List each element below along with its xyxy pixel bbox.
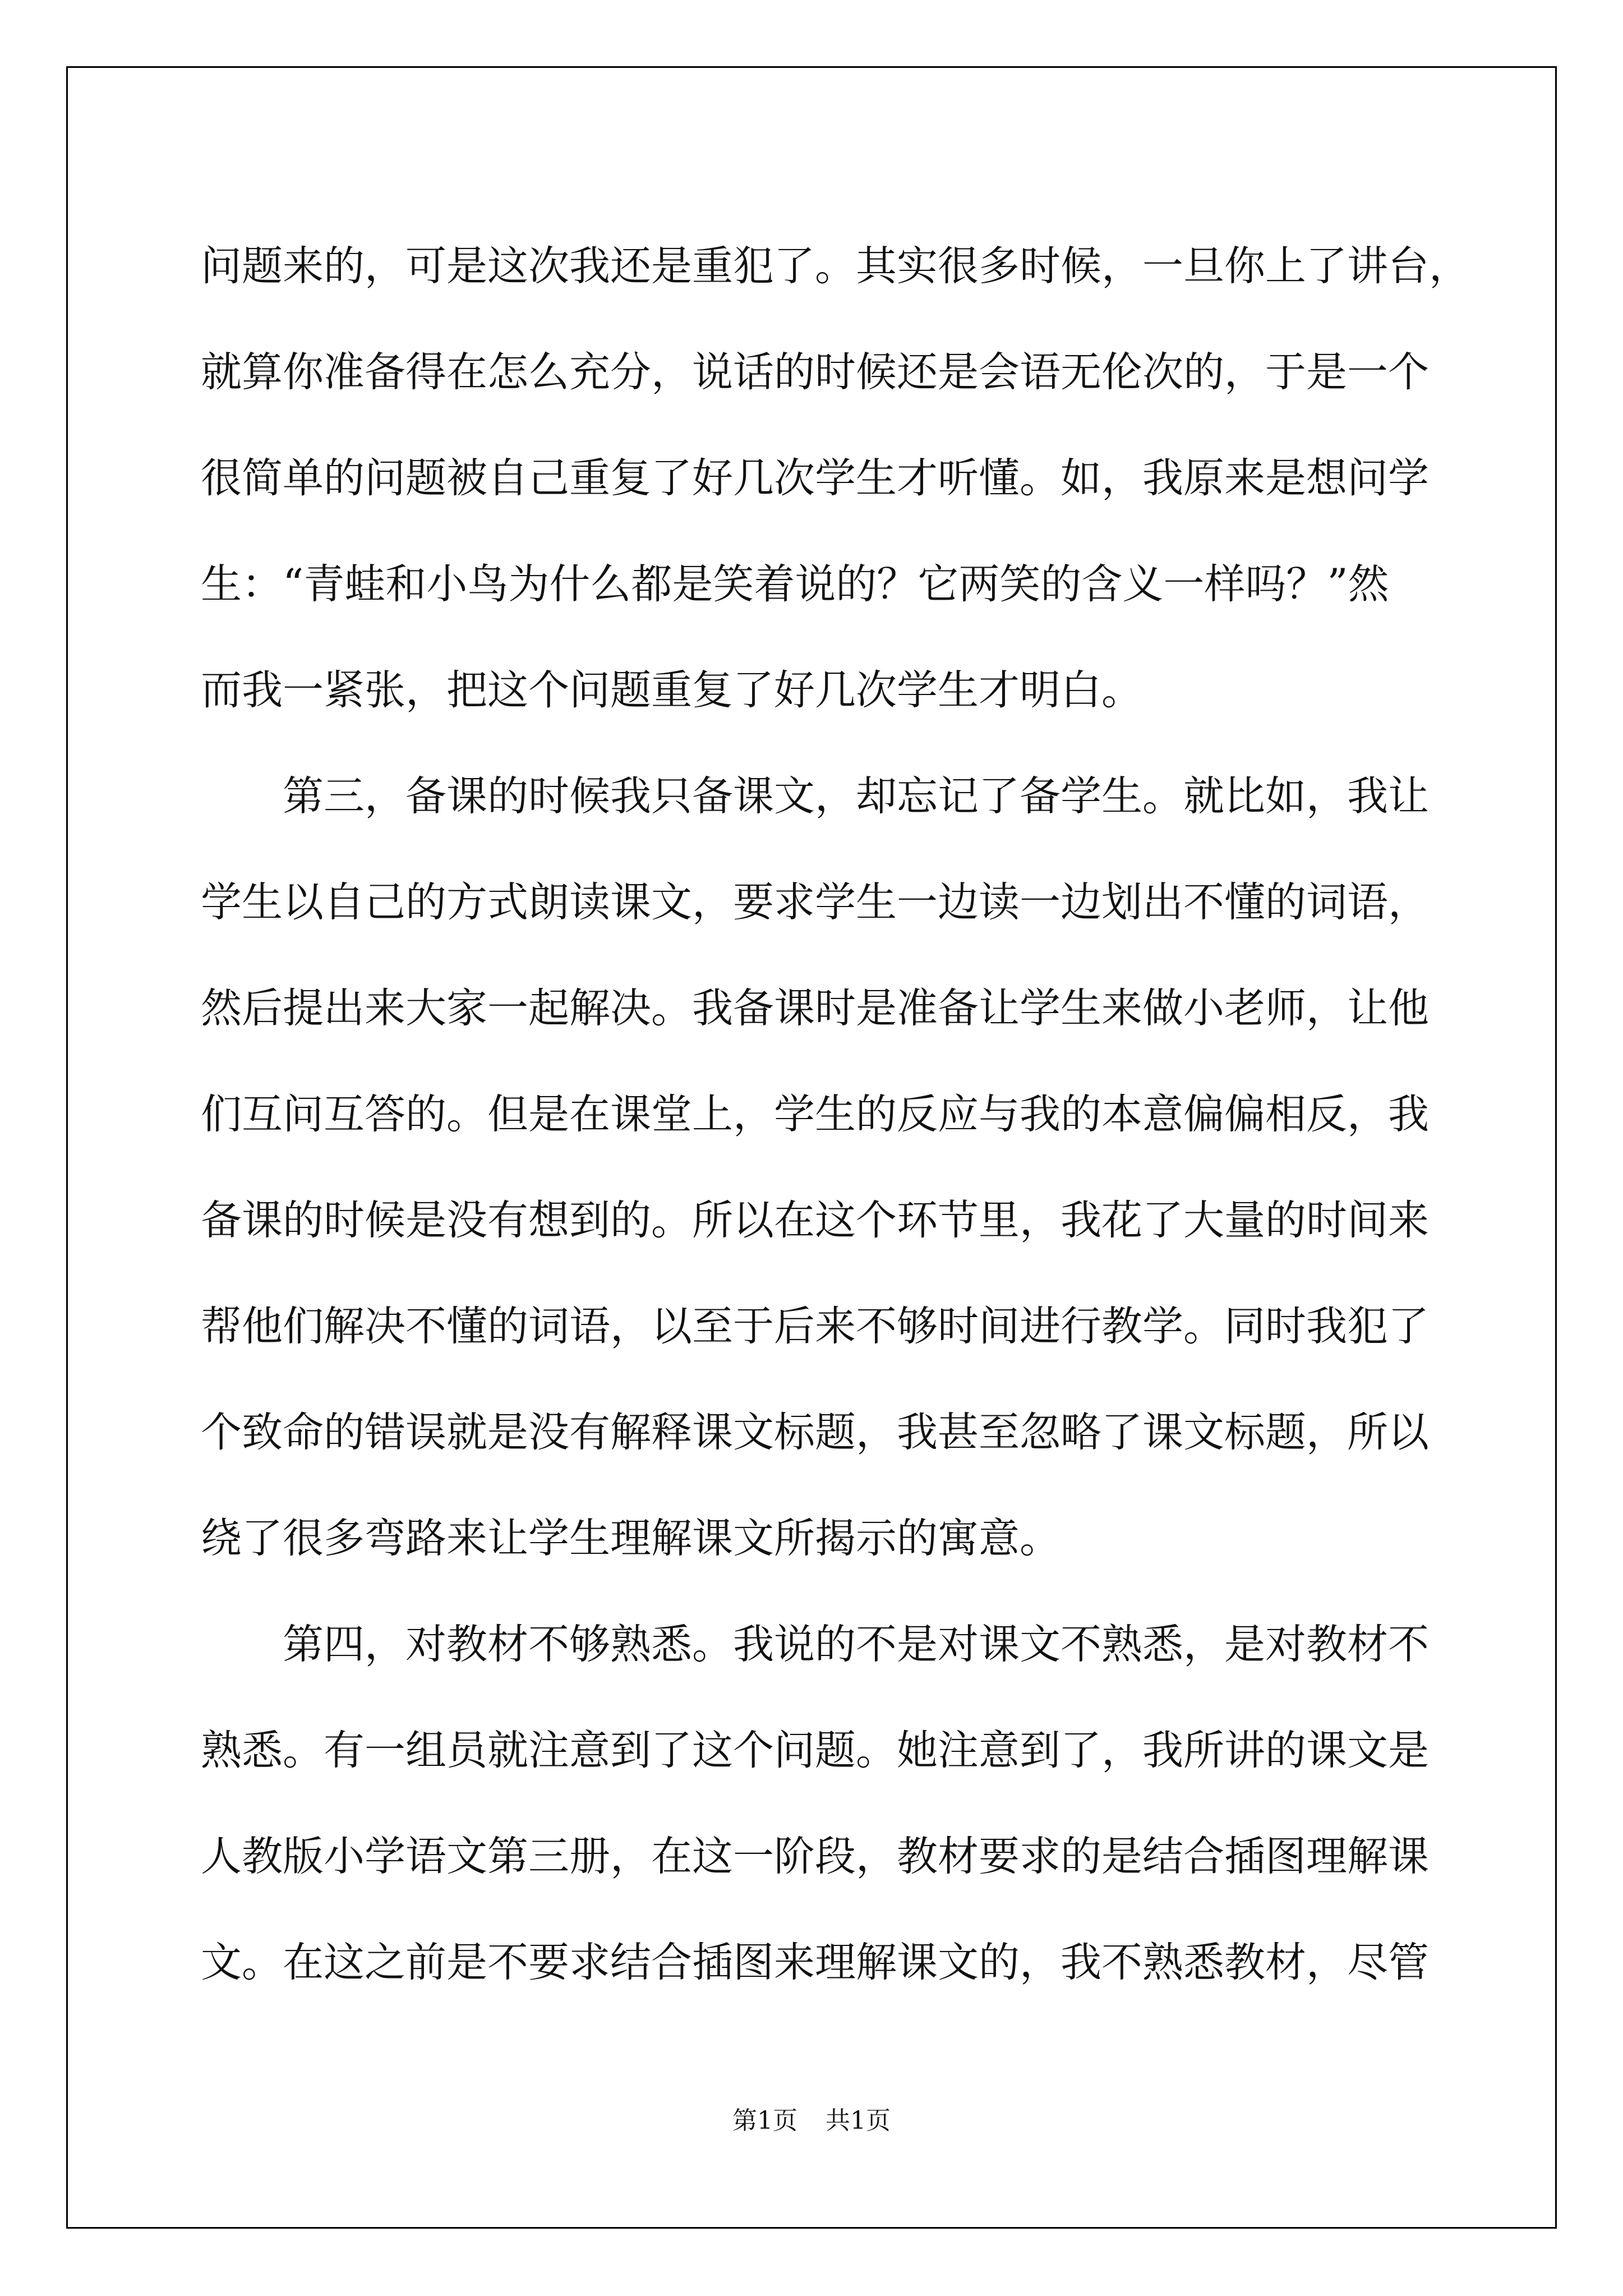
- text-line: 文。在这之前是不要求结合插图来理解课文的，我不熟悉教材，尽管: [201, 1939, 1429, 1986]
- text-line: 备课的时候是没有想到的。所以在这个环节里，我花了大量的时间来: [201, 1197, 1429, 1244]
- body-text: [201, 213, 1470, 2016]
- text-line: 然后提出来大家一起解决。我备课时是准备让学生来做小老师，让他: [201, 984, 1429, 1032]
- page-number: 第1页: [732, 2106, 797, 2135]
- text-line: 生：“青蛙和小鸟为什么都是笑着说的？它两笑的含义一样吗？”然: [201, 560, 1389, 608]
- text-line: 很简单的问题被自己重复了好几次学生才听懂。如，我原来是想问学: [201, 454, 1429, 502]
- page-footer: [0, 2100, 1623, 2136]
- text-line: 第四，对教材不够熟悉。我说的不是对课文不熟悉，是对教材不: [201, 1621, 1429, 1668]
- text-line: 学生以自己的方式朗读课文，要求学生一边读一边划出不懂的词语，: [201, 878, 1429, 926]
- text-line: 们互问互答的。但是在课堂上，学生的反应与我的本意偏偏相反，我: [201, 1091, 1429, 1138]
- text-line: 问题来的，可是这次我还是重犯了。其实很多时候，一旦你上了讲台，: [201, 242, 1470, 290]
- text-line: 而我一紧张，把这个问题重复了好几次学生才明白。: [201, 666, 1142, 714]
- text-line: 第三，备课的时候我只备课文，却忘记了备学生。就比如，我让: [201, 772, 1429, 820]
- page-total: 共1页: [826, 2106, 891, 2135]
- text-line: 熟悉。有一组员就注意到了这个问题。她注意到了，我所讲的课文是: [201, 1727, 1429, 1774]
- text-line: 绕了很多弯路来让学生理解课文所揭示的寓意。: [201, 1515, 1061, 1562]
- text-line: 个致命的错误就是没有解释课文标题，我甚至忽略了课文标题，所以: [201, 1409, 1429, 1456]
- text-line: 就算你准备得在怎么充分，说话的时候还是会语无伦次的，于是一个: [201, 348, 1429, 396]
- text-line: 人教版小学语文第三册，在这一阶段，教材要求的是结合插图理解课: [201, 1833, 1429, 1880]
- text-line: 帮他们解决不懂的词语，以至于后来不够时间进行教学。同时我犯了: [201, 1303, 1429, 1350]
